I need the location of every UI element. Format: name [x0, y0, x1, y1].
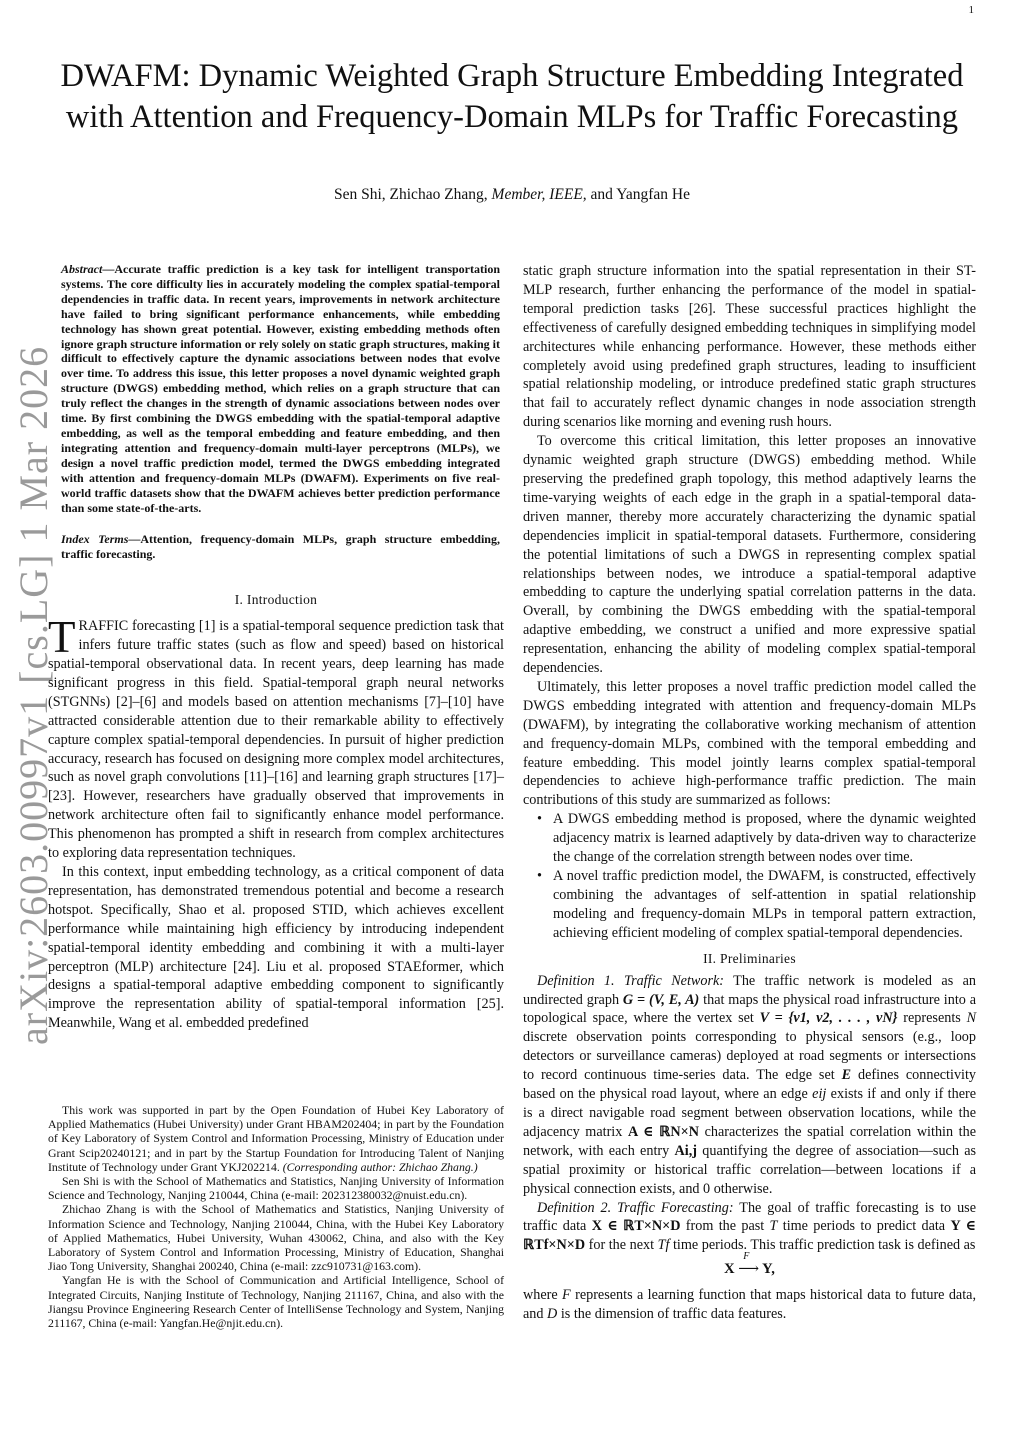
adjacency-notation: A ∈ ℝN×N	[627, 1123, 699, 1140]
intro-paragraph-2: In this context, input embedding technology, as a critical component of data representation, has demonstrated tremendous potential and become a research hotspot. Specifically, Shao et al. proposed STID, which achieves excellent performance while maintaining high efficiency by introducing independent spatial-temporal identity embedding and combining it with a multi-layer perceptron (MLP) architecture [24]. Liu et al. proposed STAEformer, which designs a spatial-temporal adaptive embedding component to significantly improve the representation ability of spatial-temporal information [25]. Meanwhile, Wang et al. embedded predefined	[48, 864, 504, 1032]
forecast-equation	[523, 1251, 976, 1278]
definition-2-conclusion	[523, 1286, 976, 1324]
author-names: Sen Shi, Zhichao Zhang,	[333, 186, 488, 203]
footnote-author-3: Yangfan He is with the School of Communication and Artificial Intelligence, School of Integrated Circuits, Nanjing Institute of Technology, Nanjing 211167, China, and also with the Jiangsu Province Engineering Research Center of IntelliSense Technology and System, Nanjing 211167, China (e-mail: Yangfan.He@njit.edu.cn).	[48, 1273, 504, 1331]
definition-2-text-e: time periods. This traffic prediction task is defined as	[672, 1237, 976, 1254]
definition-2-text-a: The goal of traffic forecasting is to use traffic data	[523, 1199, 976, 1235]
conclusion-text-a: where	[523, 1287, 558, 1304]
contribution-item-1: • A DWGS embedding method is proposed, where the dynamic weighted adjacency matrix is learned adaptively by data-driven way to characterize the change of the correlation strength between nodes over time.	[535, 810, 976, 867]
definition-1-text-b: that maps the physical road infrastructure into a topological space, where the vertex set	[523, 991, 977, 1027]
footnote-funding	[48, 1103, 504, 1174]
definition-1-text-f: exists if and only if there is a direct navigable road segment between observation locations, while the adjacency matrix	[523, 1086, 977, 1140]
intro-paragraph-1-text: RAFFIC forecasting [1] is a spatial-temporal sequence prediction task that infers future traffic states (such as flow and speed) based on historical spatial-temporal observational data. In recent years, deep learning has made significant progress in this field. Spatial-temporal graph neural networks (STGNNs) [2]–[6] and models based on attention mechanisms [7]–[10] have attracted considerable attention due to their remarkable ability to effectively capture complex spatial-temporal dependencies. In pursuit of higher prediction accuracy, research has focused on designing more complex model architectures, such as novel graph convolutions [11]–[16] and learning graph structures [17]–[23]. However, researchers have gradually observed that improvements in network architecture often fail to significantly enhance model performance. This phenomenon has prompted a shift in research from complex architectures to exploring data representation techniques.	[48, 618, 504, 862]
tf-notation: Tf	[657, 1237, 670, 1254]
section-heading-introduction: I. Introduction	[234, 592, 318, 608]
arxiv-watermark: arXiv:2603.00997v1 [cs.LG] 1 Mar 2026	[11, 345, 56, 1045]
index-terms	[48, 532, 504, 562]
d-notation: D	[547, 1306, 558, 1323]
definition-1	[523, 972, 976, 1199]
definition-2	[523, 1199, 976, 1256]
page-number: 1	[968, 4, 974, 16]
x-notation: X ∈ ℝT×N×D	[591, 1218, 681, 1235]
definition-2-text-b: from the past	[685, 1218, 765, 1235]
edge-set-notation: E	[841, 1067, 852, 1084]
graph-notation: G = (V, E, A)	[622, 991, 700, 1008]
left-column	[48, 262, 504, 1033]
footnotes	[48, 1103, 504, 1330]
definition-1-label: Definition 1. Traffic Network:	[537, 972, 725, 989]
definition-1-text-g: characterizes the spatial correlation within the network, with each entry	[523, 1123, 977, 1159]
edge-notation: eij	[812, 1086, 827, 1103]
entry-notation: Ai,j	[674, 1142, 697, 1159]
author-last: and Yangfan He	[590, 186, 690, 203]
intro-paragraph-4: To overcome this critical limitation, this letter proposes an innovative dynamic weighted graph structure (DWGS) embedding method. While preserving the predefined graph topology, this method adaptively learns the time-varying weights of each edge in the graph in a spatial-temporal data-driven manner, thereby more accurately characterizing the dynamic spatial dependencies implicit in spatial-temporal datasets. Furthermore, considering the potential limitations of such a DWGS in representing complex spatial relationships between nodes, we introduce a spatial-temporal adaptive embedding to capture the underlying spatial correlation patterns in the data. Overall, by combining the DWGS embedding with the spatial-temporal adaptive embedding, we construct a unified and more expressive spatial representation, enhancing the ability of modeling complex spatial-temporal dependencies.	[523, 433, 976, 677]
abstract-text: —Accurate traffic prediction is a key task for intelligent transportation systems. The core difficulty lies in accurately modeling the complex spatial-temporal dependencies in traffic data. In recent years, improvements in network architecture have failed to bring significant performance enhancements, while embedding technology has shown great potential. However, existing embedding methods often ignore graph structure information or rely solely on static graph structures, making it difficult to effectively capture the dynamic associations between nodes that evolve over time. To address this issue, this letter proposes a novel dynamic weighted graph structure (DWGS) embedding method, which relies on a graph structure that can truly reflect the changes in the strength of dynamic associations between nodes over time. By first combining the DWGS embedding with the spatial-temporal adaptive embedding, as well as the temporal embedding and feature embedding, and then integrating attention and frequency-domain multi-layer perceptrons (MLPs), we design a novel traffic prediction model, termed the DWGS embedding integrated with attention and frequency-domain MLPs (DWAFM). Experiments on five real-world traffic datasets show that the DWAFM achieves better prediction performance than some state-of-the-arts.	[61, 262, 500, 515]
definition-2-text-c: time periods to predict data	[782, 1218, 946, 1235]
equation-arrow: F ⟶	[738, 1251, 760, 1278]
equation-lhs: X	[724, 1261, 735, 1278]
right-column	[523, 262, 976, 1324]
index-terms-label: Index Terms	[61, 532, 129, 547]
contributions-list	[523, 810, 976, 942]
conclusion-text-c: is the dimension of traffic data features.	[560, 1306, 787, 1323]
footnote-funding-text: This work was supported in part by the Open Foundation of Hubei Key Laboratory of Applied Mathematics (Hubei University) under Grant HBAM202404; in part by the Foundation of Key Laboratory of System Control and Information Processing, Ministry of Education under Grant Scip20240121; and in part by the Startup Foundation for Introducing Talent of Nanjing Institute of Technology under Grant YKJ202214.	[48, 1103, 504, 1174]
abstract-label: Abstract	[61, 262, 103, 276]
equation-rhs: Y,	[762, 1261, 775, 1278]
drop-cap: T	[48, 612, 76, 663]
definition-1-text-c: represents	[903, 1010, 961, 1027]
n-notation: N	[966, 1010, 977, 1027]
t-notation: T	[769, 1218, 778, 1235]
equation-function-label: F	[743, 1251, 750, 1263]
intro-paragraph-1	[48, 612, 504, 863]
intro-paragraph-5: Ultimately, this letter proposes a novel traffic prediction model called the DWGS embedding integrated with attention and frequency-domain MLPs (DWAFM), by integrating the collaborative working mechanism of attention and frequency-domain MLPs, combined with the temporal embedding and feature embedding. This model jointly learns complex spatial-temporal dependencies to achieve high-performance traffic prediction. The main contributions of this study are summarized as follows:	[523, 678, 976, 809]
intro-paragraph-3: static graph structure information into the spatial representation in their ST-MLP research, further enhancing the performance of the model in spatial-temporal prediction tasks [26]. These successful practices highlight the effectiveness of carefully designed embedding techniques in simplifying model architectures while enhancing performance. However, these methods either completely avoid using predefined graph structures, leading to insufficient spatial relationship modeling, or introduce predefined static graph structures that fail to accurately reflect dynamic changes in node association strength during scenarios like morning and evening rush hours.	[523, 263, 976, 431]
definition-2-label: Definition 2. Traffic Forecasting:	[537, 1199, 734, 1216]
definition-1-text-a: The traffic network is modeled as an undirected graph	[523, 972, 976, 1008]
f-notation: F	[562, 1287, 571, 1304]
conclusion-text-b: represents a learning function that maps historical data to future data, and	[523, 1287, 977, 1323]
author-membership: Member, IEEE,	[491, 186, 587, 203]
definition-1-text-e: defines connectivity based on the physical road layout, where an edge	[523, 1067, 977, 1103]
footnote-author-2: Zhichao Zhang is with the School of Mathematics and Statistics, Nanjing University of Information Science and Technology, Nanjing 210044, China, with the Hubei Key Laboratory of Applied Mathematics, Hubei University, Wuhan 430062, China, and also with the Key Laboratory of System Control and Information Processing, Ministry of Education, Shanghai Jiao Tong University, Shanghai 200240, China (e-mail: zzc910731@163.com).	[48, 1202, 504, 1274]
definition-1-text-h: quantifying the degree of association—such as spatial proximity or historical traffic correlation—between locations if a physical connection exists, and 0 otherwise.	[523, 1142, 977, 1197]
paper-title: DWAFM: Dynamic Weighted Graph Structure Embedding Integrated with Attention and Frequency-Domain MLPs for Traffic Forecasting	[60, 58, 964, 135]
section-heading-preliminaries: II. Preliminaries	[703, 950, 796, 966]
index-terms-text: —Attention, frequency-domain MLPs, graph structure embedding, traffic forecasting.	[61, 532, 500, 562]
abstract	[48, 262, 504, 515]
footnote-corresponding: (Corresponding author: Zhichao Zhang.)	[282, 1159, 478, 1174]
definition-2-text-d: for the next	[588, 1237, 655, 1254]
y-notation: Y ∈ ℝTf×N×D	[523, 1218, 976, 1254]
contribution-item-2: • A novel traffic prediction model, the DWAFM, is constructed, effectively combining the advantages of self-attention in spatial relationship modeling and frequency-domain MLPs in temporal pattern extraction, achieving efficient modeling of complex spatial-temporal dependencies.	[535, 867, 976, 943]
author-line	[0, 186, 1024, 204]
footnote-author-1: Sen Shi is with the School of Mathematics and Statistics, Nanjing University of Information Science and Technology, Nanjing 210044, China (e-mail: 202312380032@nuist.edu.cn).	[48, 1174, 504, 1203]
definition-1-text-d: discrete observation points corresponding to physical sensors (e.g., loop detectors or surveillance cameras) deployed at road segments or intersections to record continuous time-series data. The edge set	[523, 1029, 976, 1084]
vertex-set-notation: V = {v1, v2, . . . , vN}	[759, 1010, 898, 1027]
